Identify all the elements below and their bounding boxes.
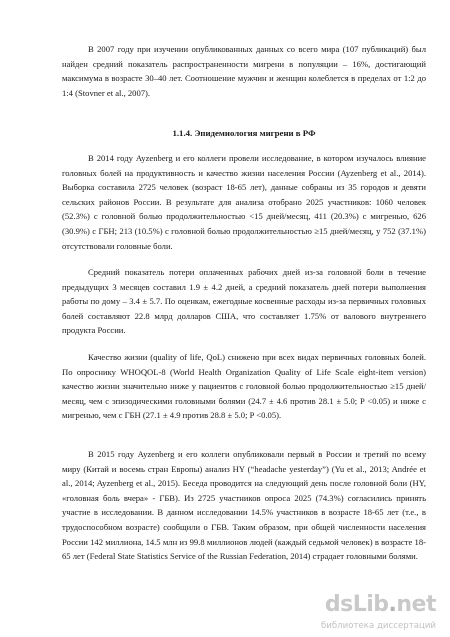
section-heading: 1.1.4. Эпидемиология мигрени в РФ <box>172 128 316 138</box>
dslib-logo: dsLib.net <box>324 592 436 617</box>
paragraph-ayzenberg-2014: В 2014 году Ayzenberg и его коллеги провели исследование, в котором изучалось влияние головных болей на продуктивность и качество жизни населения России (Ayzenberg et al., 2014). Выборка составила 2725 человек (возраст 18-65 лет), данные собраны из 35 городов и девяти сельских районов России. В результате для анализа отобрано 2025 участников: 1060 человек (52.3%) с головной болью продолжительностью <15 дней/месяц, 411 (20.3%) с мигренью, 626 (30.9%) с ГБН; 213 (10.5%) с головной болью продолжительностью ≥15 дней/месяц, у 752 (37.1%) отсутствовали головные боли. <box>62 153 426 251</box>
paragraph-prevalence-world: В 2007 году при изучении опубликованных данных со всего мира (107 публикаций) был найден средний показатель распространенности мигрени в популяции – 16%, достигающий максимума в возрасте 30–40 лет. Соотношение мужчин и женщин колеблется в пределах от 1:2 до 1:4 (Stovner et al., 2007). <box>62 44 426 98</box>
paragraph-quality-of-life: Качество жизни (quality of life, QoL) снижено при всех видах первичных головных болей. По опроснику WHOQOL-8 (World Health Organization Quality of Life Scale eight-item version) качество жизни значительно ниже у пациентов с головной болью продолжительностью ≥15 дней/месяц, чем с эпизодическими головными болями (24.7 ± 4.6 против 28.1 ± 5.0; P <0.05) и ниже с мигренью, чем с ГБН (27.1 ± 4.9 против 28.8 ± 5.0; P <0.05). <box>62 352 426 421</box>
dslib-subtitle: библиотека диссертаций <box>320 621 436 631</box>
paragraph-lost-workdays: Средний показатель потери оплаченных рабочих дней из-за головной боли в течение предыдущих 3 месяцев составил 1.9 ± 4.2 дней, а средний показатель дней потери выполнения работы по дому – 3.4 ± 5.7. По оценкам, ежегодные косвенные расходы из-за первичных головных болей составляют 22.8 млрд долларов США, что составляет 1.75% от валового внутреннего продукта России. <box>62 267 426 336</box>
paragraph-ayzenberg-2015: В 2015 году Ayzenberg и его коллеги опубликовали первый в России и третий по всему миру (Китай и восемь стран Европы) анализ HY (“headache yesterday”) (Yu et al., 2013; Andrée et al., 2014; Ayzenberg et al., 2015). Беседа проводится на следующий день после головной боли (HY, «головная боль вчера» - ГБВ). Из 2725 участников опроса 2025 (74.3%) согласились принять участие в исследовании. В данном исследовании 14.5% участников в возрасте 18-65 лет (т.е., в трудоспособном возрасте) сообщили о ГБВ. Таким образом, при общей численности населения России 142 миллиона, 14.5 млн из 99.8 миллионов людей (каждый седьмой человек) в возрасте 18-65 лет (Federal State Statistics Service of the Russian Federation, 2014) страдает головными болями. <box>62 449 426 562</box>
dslib-watermark <box>304 593 436 631</box>
